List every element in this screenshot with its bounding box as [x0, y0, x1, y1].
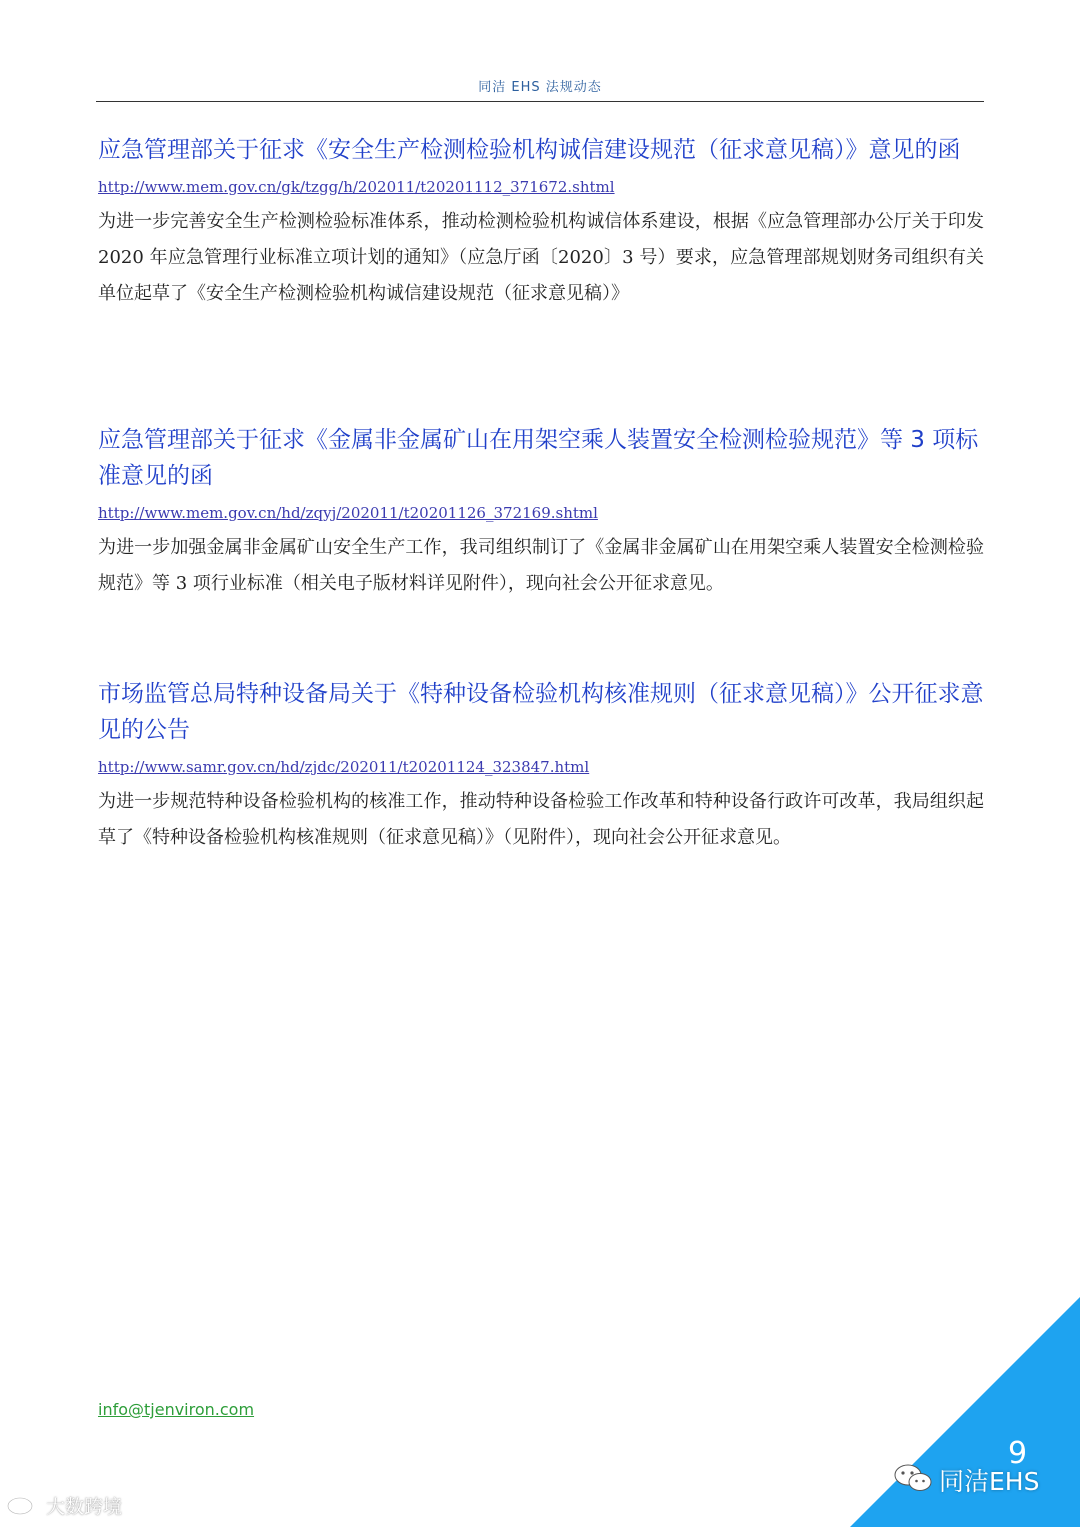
wechat-icon [893, 1462, 933, 1498]
article-body: 为进一步加强金属非金属矿山安全生产工作，我司组织制订了《金属非金属矿山在用架空乘人装置安全检测检验规范》等 3 项行业标准（相关电子版材料详见附件），现向社会公开征求意见。 [98, 537, 984, 594]
article-body: 为进一步规范特种设备检验机构的核准工作，推动特种设备检验工作改革和特种设备行政许可改革，我局组织起草了《特种设备检验机构核准规则（征求意见稿）》（见附件），现向社会公开征求意见。 [98, 791, 984, 848]
header-divider [96, 101, 984, 102]
page-number: 9 [1008, 1436, 1028, 1471]
article-link[interactable]: http://www.mem.gov.cn/gk/tzgg/h/202011/t20201112_371672.shtml [98, 178, 615, 196]
article-1 [98, 132, 984, 312]
article-title: 应急管理部关于征求《金属非金属矿山在用架空乘人装置安全检测检验规范》等 3 项标准意见的函 [98, 427, 979, 489]
page-header: 同洁 EHS 法规动态 [478, 80, 602, 95]
contact-email-link[interactable]: info@tjenviron.com [98, 1400, 255, 1419]
article-3 [98, 676, 984, 856]
watermark-text: 大数跨境 [46, 1495, 123, 1518]
article-link[interactable]: http://www.samr.gov.cn/hd/zjdc/202011/t20201124_323847.html [98, 758, 590, 776]
article-title: 应急管理部关于征求《安全生产检测检验机构诚信建设规范（征求意见稿）》意见的函 [98, 137, 961, 163]
article-title: 市场监管总局特种设备局关于《特种设备检验机构核准规则（征求意见稿）》公开征求意见的公告 [98, 681, 984, 743]
watermark [6, 1490, 122, 1520]
wechat-account-name: 同洁EHS [939, 1467, 1040, 1496]
article-body: 为进一步完善安全生产检测检验标准体系，推动检测检验机构诚信体系建设，根据《应急管理部办公厅关于印发 2020 年应急管理行业标准立项计划的通知》（应急厅函〔2020〕3 号）要求，应急管理部规划财务司组织有关单位起草了《安全生产检测检验机构诚信建设规范（征求意见稿）》 [98, 211, 984, 304]
article-2 [98, 422, 984, 602]
article-link[interactable]: http://www.mem.gov.cn/hd/zqyj/202011/t20201126_372169.shtml [98, 504, 598, 522]
wechat-account-badge [893, 1462, 1039, 1498]
weibo-icon [6, 1490, 40, 1520]
